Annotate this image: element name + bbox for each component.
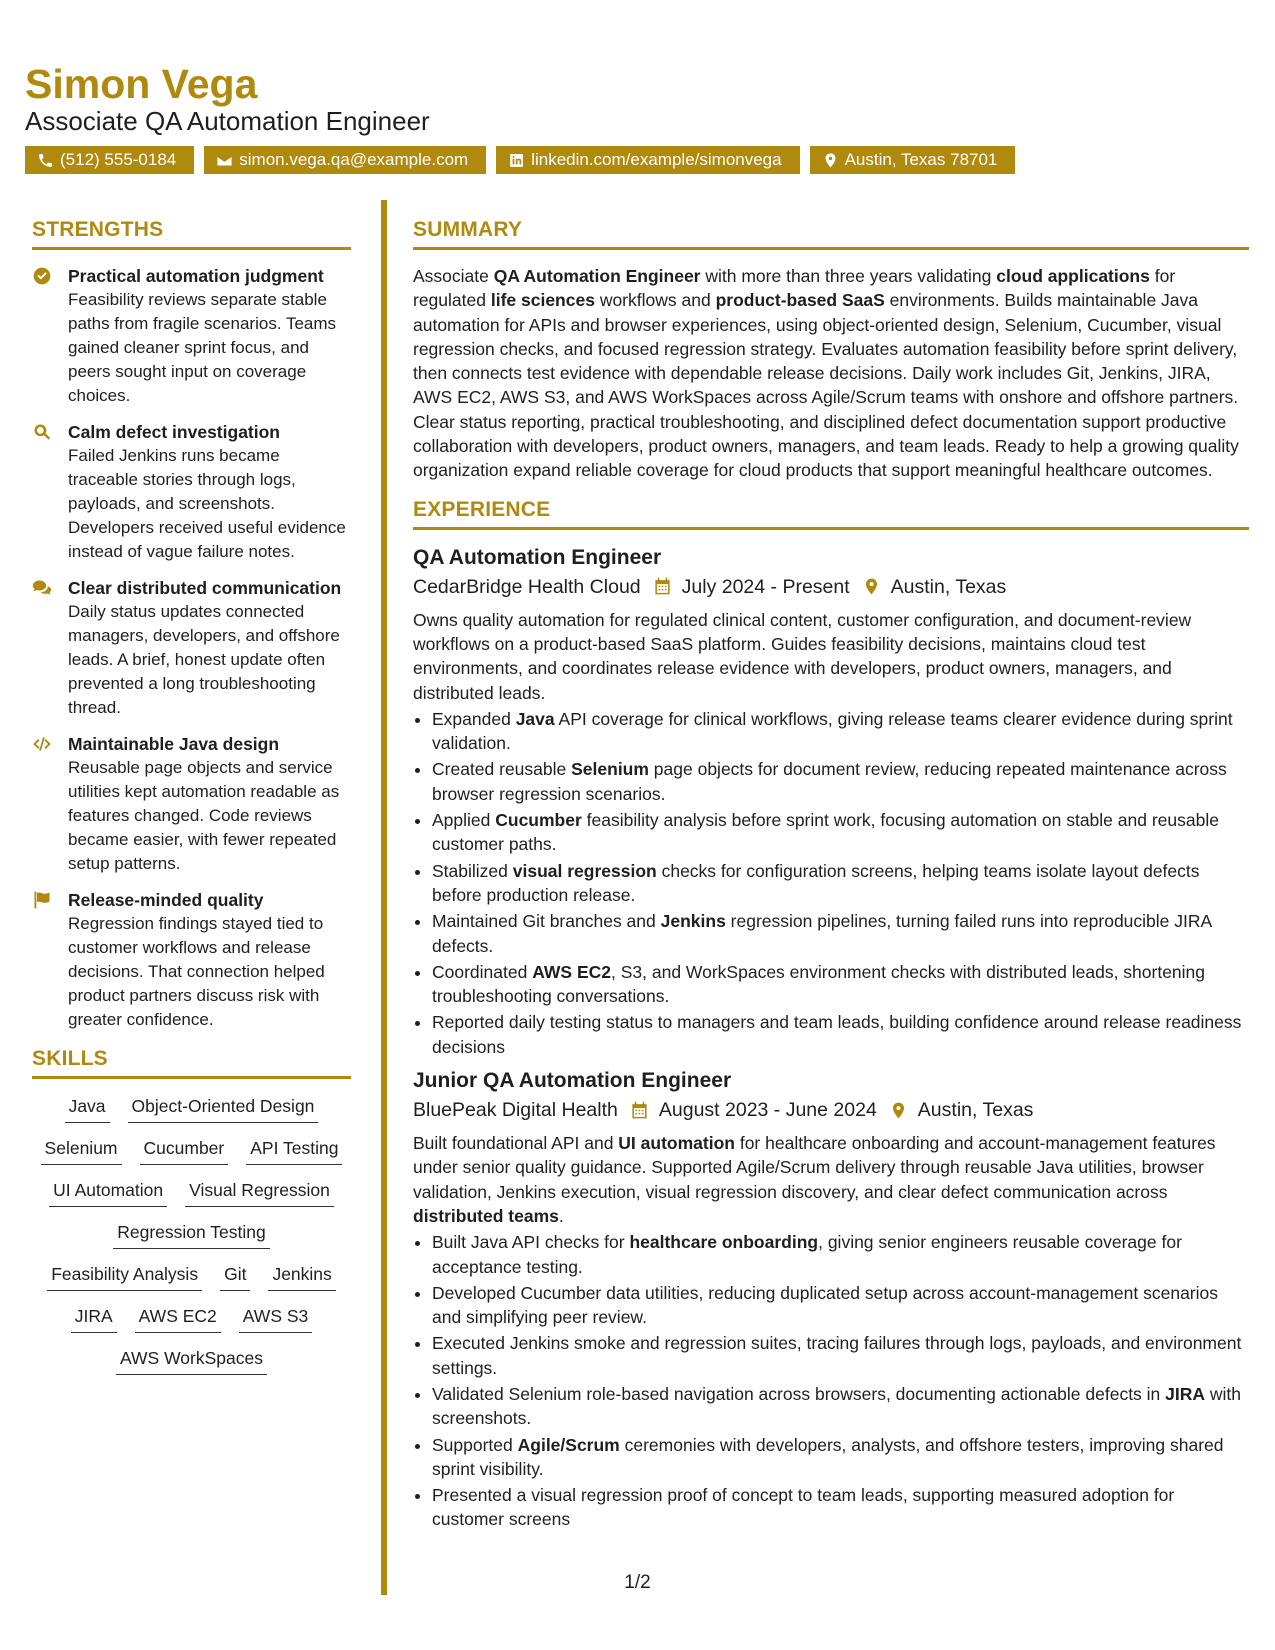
job-bullet: • Supported Agile/Scrum ceremonies with developers, analysts, and offshore testers, improving shared sprint visibility. xyxy=(432,1433,1249,1482)
skill-tag: AWS EC2 xyxy=(135,1305,221,1333)
job-bullet: • Built Java API checks for healthcare onboarding, giving senior engineers reusable coverage for acceptance testing. xyxy=(432,1230,1249,1279)
strength-text: Reusable page objects and service utilities kept automation readable as features changed. Code reviews became easier, with fewer repeated setup patterns. xyxy=(68,758,340,873)
check-circle-icon xyxy=(32,266,52,286)
strength-item xyxy=(32,264,351,408)
job-entry xyxy=(413,544,1249,1059)
strength-title: Clear distributed communication xyxy=(68,578,342,598)
job-dates: July 2024 - Present xyxy=(681,575,850,598)
emphasis-text: Cucumber xyxy=(495,810,582,831)
skill-tag: Cucumber xyxy=(140,1137,229,1165)
strength-text: Daily status updates connected managers, developers, and offshore leads. A brief, honest update often prevented a long troubleshooting thread. xyxy=(68,602,340,717)
contact-bar xyxy=(25,146,1255,174)
resume-header xyxy=(25,62,1255,174)
job-bullet: • Created reusable Selenium page objects for document review, reducing repeated maintenance across browser regression scenarios. xyxy=(432,757,1249,806)
job-title: QA Automation Engineer xyxy=(413,545,662,569)
page-indicator xyxy=(0,1572,1275,1594)
strength-text: Regression findings stayed tied to customer workflows and release decisions. That connection helped product partners discuss risk with greater confidence. xyxy=(68,914,325,1029)
job-bullet: • Validated Selenium role-based navigation across browsers, documenting actionable defects in JIRA with screenshots. xyxy=(432,1382,1249,1431)
envelope-icon xyxy=(216,152,233,169)
strength-item xyxy=(32,888,351,1032)
experience-heading: EXPERIENCE xyxy=(413,495,1249,530)
code-icon xyxy=(32,734,52,754)
emphasis-text: cloud applications xyxy=(996,266,1150,286)
right-column xyxy=(413,215,1249,1540)
contact-email-text: simon.vega.qa@example.com xyxy=(239,150,469,169)
skill-tag: Regression Testing xyxy=(113,1221,270,1249)
skill-tag: AWS WorkSpaces xyxy=(116,1347,267,1375)
column-divider xyxy=(381,200,387,1595)
linkedin-icon xyxy=(508,152,525,169)
skill-tag: Visual Regression xyxy=(185,1179,334,1207)
job-description: Built foundational API and UI automation for healthcare onboarding and account-management features under senior quality guidance. Supported Agile/Scrum delivery through reusable Java utilities, browser validation, Jenkins execution, visual regression discovery, and clear defect communication across distributed teams. xyxy=(413,1133,1216,1226)
skill-tag: UI Automation xyxy=(49,1179,167,1207)
contact-phone-text: (512) 555-0184 xyxy=(60,150,177,169)
emphasis-text: JIRA xyxy=(1165,1383,1206,1404)
job-company: CedarBridge Health Cloud xyxy=(413,575,641,598)
job-company: BluePeak Digital Health xyxy=(413,1099,618,1122)
strength-item xyxy=(32,420,351,564)
phone-icon xyxy=(37,152,54,169)
calendar-icon xyxy=(653,577,672,596)
left-column xyxy=(32,215,351,1375)
emphasis-text: product-based SaaS xyxy=(715,290,885,311)
summary-heading: SUMMARY xyxy=(413,215,1249,250)
skill-tag: JIRA xyxy=(71,1305,117,1333)
skill-tag: Java xyxy=(65,1095,110,1123)
contact-location-text: Austin, Texas 78701 xyxy=(844,150,998,169)
skill-tag: API Testing xyxy=(246,1137,342,1165)
contact-linkedin[interactable] xyxy=(496,146,799,174)
job-meta xyxy=(413,1095,1249,1125)
strengths-heading: STRENGTHS xyxy=(32,215,351,250)
emphasis-text: QA Automation Engineer xyxy=(493,266,701,286)
strength-title: Practical automation judgment xyxy=(68,266,324,286)
strength-text: Feasibility reviews separate stable paths from fragile scenarios. Teams gained cleaner sprint focus, and peers sought input on coverage choices. xyxy=(68,290,337,405)
strength-title: Maintainable Java design xyxy=(68,734,280,754)
map-pin-icon xyxy=(862,577,881,596)
emphasis-text: Jenkins xyxy=(660,911,726,932)
skill-tag: Feasibility Analysis xyxy=(47,1263,202,1291)
job-bullet: • Stabilized visual regression checks for configuration screens, helping teams isolate layout defects before production release. xyxy=(432,859,1249,908)
search-icon xyxy=(32,422,52,442)
job-bullet: • Applied Cucumber feasibility analysis before sprint work, focusing automation on stable and reusable customer paths. xyxy=(432,808,1249,857)
skill-tag: Jenkins xyxy=(268,1263,335,1291)
contact-linkedin-text: linkedin.com/example/simonvega xyxy=(531,150,782,169)
job-dates: August 2023 - June 2024 xyxy=(658,1099,877,1122)
job-bullets xyxy=(413,1230,1249,1532)
skill-tag: Git xyxy=(220,1263,250,1291)
job-description: Owns quality automation for regulated clinical content, customer configuration, and document-review workflows on a product-based SaaS platform. Guides feasibility decisions, maintains cloud test environments, and coordinates release evidence with developers, product owners, managers, and distributed leads. xyxy=(413,609,1192,703)
job-bullet: • Reported daily testing status to managers and team leads, building confidence around release readiness decisions xyxy=(432,1010,1249,1059)
map-pin-icon xyxy=(822,152,839,169)
candidate-name: Simon Vega xyxy=(25,61,258,107)
job-bullets xyxy=(413,707,1249,1059)
emphasis-text: visual regression xyxy=(512,860,657,881)
skill-tag: AWS S3 xyxy=(239,1305,312,1333)
job-bullet: • Expanded Java API coverage for clinical workflows, giving release teams clearer evidence during sprint validation. xyxy=(432,707,1249,756)
contact-phone[interactable] xyxy=(25,146,194,174)
page-number: 1/2 xyxy=(624,1572,651,1593)
emphasis-text: Java xyxy=(515,708,555,729)
emphasis-text: UI automation xyxy=(618,1133,735,1154)
calendar-icon xyxy=(630,1101,649,1120)
comments-icon xyxy=(32,578,52,598)
emphasis-text: healthcare onboarding xyxy=(629,1232,819,1253)
emphasis-text: life sciences xyxy=(490,290,595,311)
map-pin-icon xyxy=(889,1101,908,1120)
skills-list xyxy=(32,1093,351,1375)
job-location: Austin, Texas xyxy=(917,1099,1034,1122)
summary-text: Associate QA Automation Engineer with more than three years validating cloud applications for regulated life sciences workflows and product-based SaaS environments. Builds maintainable Java automation for APIs and browser experiences, using object-oriented design, Selenium, Cucumber, visual regression checks, and focused regression strategy. Evaluates automation feasibility before sprint delivery, then connects test evidence with dependable release decisions. Daily work includes Git, Jenkins, JIRA, AWS EC2, AWS S3, and AWS WorkSpaces across Agile/Scrum teams with onshore and offshore partners. Clear status reporting, practical troubleshooting, and disciplined defect documentation support productive collaboration with developers, product owners, managers, and team leads. Ready to help a growing quality organization expand reliable coverage for cloud products that support meaningful healthcare outcomes. xyxy=(413,266,1239,481)
skill-tag: Object-Oriented Design xyxy=(128,1095,319,1123)
strength-text: Failed Jenkins runs became traceable stories through logs, payloads, and screenshots. Developers received useful evidence instead of vague failure notes. xyxy=(68,446,346,561)
emphasis-text: AWS EC2 xyxy=(532,961,611,982)
job-bullet: • Presented a visual regression proof of concept to team leads, supporting measured adoption for customer screens xyxy=(432,1483,1249,1532)
skill-tag: Selenium xyxy=(41,1137,122,1165)
emphasis-text: distributed teams xyxy=(413,1205,559,1226)
job-bullet: • Coordinated AWS EC2, S3, and WorkSpaces environment checks with distributed leads, shortening troubleshooting conversations. xyxy=(432,960,1249,1009)
strength-title: Release-minded quality xyxy=(68,890,264,910)
contact-location xyxy=(810,146,1016,174)
emphasis-text: Selenium xyxy=(571,759,649,780)
flag-icon xyxy=(32,890,52,910)
job-location: Austin, Texas xyxy=(890,575,1007,598)
job-meta xyxy=(413,572,1249,602)
strength-item xyxy=(32,732,351,876)
job-bullet: • Developed Cucumber data utilities, reducing duplicated setup across account-management scenarios and simplifying peer review. xyxy=(432,1281,1249,1330)
strength-title: Calm defect investigation xyxy=(68,422,280,442)
job-bullet: • Maintained Git branches and Jenkins regression pipelines, turning failed runs into reproducible JIRA defects. xyxy=(432,909,1249,958)
emphasis-text: Agile/Scrum xyxy=(517,1434,620,1455)
job-bullet: • Executed Jenkins smoke and regression suites, tracing failures through logs, payloads, and environment settings. xyxy=(432,1331,1249,1380)
contact-email[interactable] xyxy=(204,146,486,174)
strength-item xyxy=(32,576,351,720)
job-title: Junior QA Automation Engineer xyxy=(413,1069,732,1093)
job-entry xyxy=(413,1067,1249,1532)
skills-heading: SKILLS xyxy=(32,1044,351,1079)
candidate-title: Associate QA Automation Engineer xyxy=(25,106,430,136)
